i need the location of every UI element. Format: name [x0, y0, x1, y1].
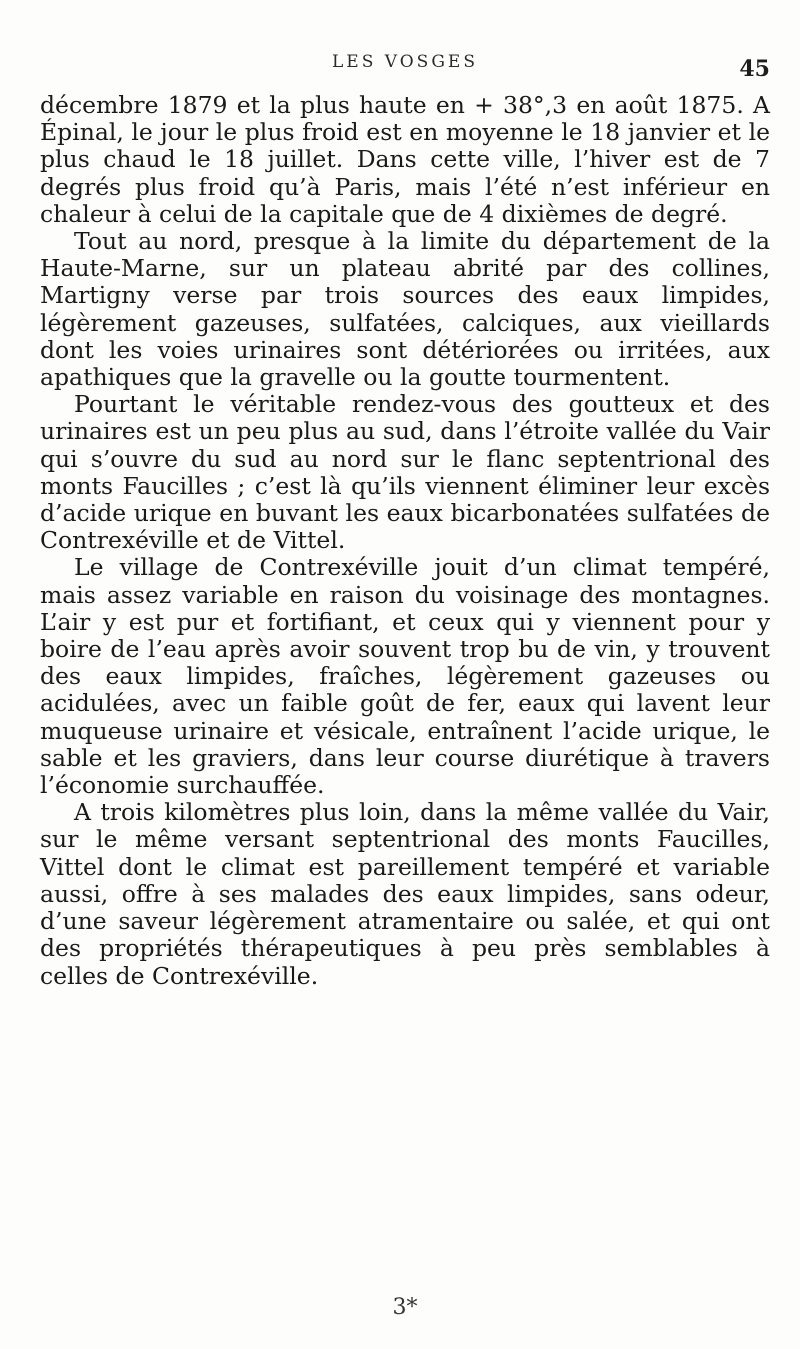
paragraph-martigny: Tout au nord, presque à la limite du département de la Haute-Marne, sur un plateau abrité par des collines, Martigny verse par trois sources des eaux limpides, légèrement gazeuses, sulfatées, calciques, aux vieillards dont les voies urinaires sont détériorées ou irritées, aux apathiques que la gravelle ou la goutte tourmentent. — [40, 227, 770, 392]
paragraph-climate-epinal: décembre 1879 et la plus haute en + 38°,3 en août 1875. A Épinal, le jour le plus froid est en moyenne le 18 janvier et le plus chaud le 18 juillet. Dans cette ville, l’hiver est de 7 degrés plus froid qu’à Paris, mais l’été n’est inférieur en chaleur à celui de la capitale que de 4 dixièmes de degré. — [40, 91, 770, 228]
paragraph-vair-valley: Pourtant le véritable rendez-vous des goutteux et des urinaires est un peu plus au sud, dans l’étroite vallée du Vair qui s’ouvre du sud au nord sur le flanc septentrional des monts Faucilles ; c’est là qu’ils viennent éliminer leur excès d’acide urique en buvant les eaux bicarbonatées sulfatées de Contrexéville et de Vittel. — [40, 390, 770, 555]
running-title: LES VOSGES — [332, 52, 478, 72]
body-text — [40, 92, 770, 990]
running-header — [40, 52, 770, 82]
signature-mark: 3* — [392, 1295, 418, 1320]
paragraph-vittel: A trois kilomètres plus loin, dans la même vallée du Vair, sur le même versant septentrional des monts Faucilles, Vittel dont le climat est pareillement tempéré et variable aussi, offre à ses malades des eaux limpides, sans odeur, d’une saveur légèrement atramentaire ou salée, et qui ont des propriétés thérapeutiques à peu près semblables à celles de Contrexéville. — [40, 798, 770, 990]
page-number: 45 — [739, 56, 770, 82]
paragraph-contrexeville: Le village de Contrexéville jouit d’un climat tempéré, mais assez variable en raison du voisinage des montagnes. L’air y est pur et fortifiant, et ceux qui y viennent pour y boire de l’eau après avoir souvent trop bu de vin, y trouvent des eaux limpides, fraîches, légèrement gazeuses ou acidulées, avec un faible goût de fer, eaux qui lavent leur muqueuse urinaire et vésicale, entraînent l’acide urique, le sable et les graviers, dans leur course diurétique à travers l’économie surchauffée. — [40, 553, 770, 800]
book-page — [40, 40, 770, 1320]
